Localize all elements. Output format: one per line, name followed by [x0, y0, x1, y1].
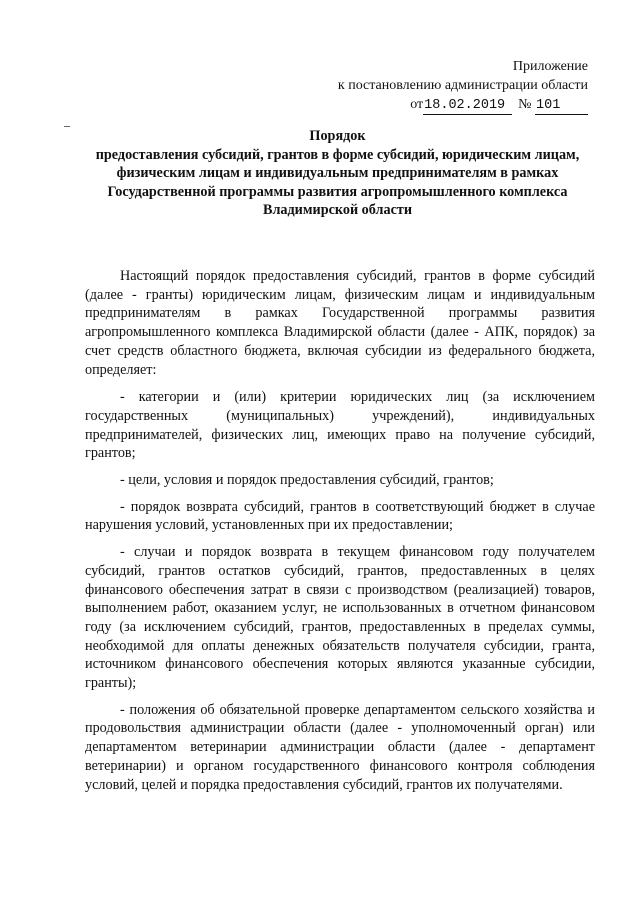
paragraph-item: - цели, условия и порядок предоставления субсидий, грантов; — [120, 472, 494, 489]
number-prefix: № — [518, 97, 532, 112]
decree-number: 101 — [535, 98, 588, 115]
date-prefix: от — [410, 97, 424, 112]
title-heading: Порядок — [309, 128, 366, 144]
paragraph-intro: Настоящий порядок предоставления субсидий, грантов в форме субсидий (далее - гранты) юридическим лицам, физическим лицам и индивидуальным предпринимателям в рамках Государственной программы развития агропромышленного комплекса Владимирской области (далее - АПК, порядок) за счет средств областного бюджета, включая субсидии из федерального бюджета, определяет: — [85, 268, 595, 378]
document-title — [85, 127, 590, 220]
annex-reference: к постановлению администрации области — [337, 78, 588, 93]
document-body — [85, 267, 595, 802]
decree-date: 18.02.2019 — [423, 98, 512, 115]
title-subtitle: предоставления субсидий, грантов в форме субсидий, юридическим лицам, физическим лицам и индивидуальным предпринимателям в рамках Государственной программы развития агропромышленного комплекса Владимирской области — [95, 146, 580, 219]
annex-label: Приложение — [512, 59, 588, 74]
annex-date-number — [338, 95, 588, 115]
paragraph-item: - положения об обязательной проверке департаментом сельского хозяйства и продовольствия администрации области (далее - уполномоченный орган) или департаментом ветеринарии администрации области (далее - департамент ветеринарии) и органом государственного финансового контроля соблюдения условий, целей и порядка предоставления субсидий, грантов их получателями. — [85, 701, 595, 793]
paragraph-item: - категории и (или) критерии юридических лиц (за исключением государственных (муниципальных) учреждений), индивидуальных предпринимателей, физических лиц, имеющих право на получение субсидий, грантов; — [85, 389, 595, 462]
annex-header — [338, 57, 588, 115]
paragraph-item: - порядок возврата субсидий, грантов в соответствующий бюджет в случае нарушения условий, установленных при их предоставлении; — [85, 498, 595, 534]
scan-mark — [64, 126, 70, 127]
paragraph-item: - случаи и порядок возврата в текущем финансовом году получателем субсидий, грантов остатков субсидий, грантов, предоставленных в целях финансового обеспечения затрат в связи с производством (реализацией) товаров, выполнением работ, оказанием услуг, не использованных в отчетном финансовом году (за исключением субсидий, грантов, предоставленных в пределах суммы, необходимой для оплаты денежных обязательств получателя субсидии, гранта, источником финансового обеспечения которых являются указанные субсидии, гранты); — [85, 544, 595, 692]
